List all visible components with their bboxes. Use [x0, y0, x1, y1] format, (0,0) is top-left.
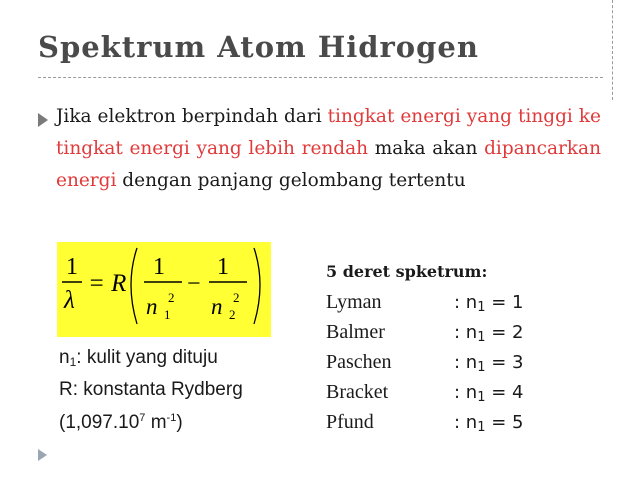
- formula-n1: n: [146, 294, 158, 319]
- series-equation: : $n_1 = 4$: [454, 382, 524, 405]
- series-equation: : $n_1 = 2$: [454, 322, 524, 345]
- formula-frac1-numerator: 1: [153, 254, 165, 280]
- formula-minus: −: [187, 271, 201, 297]
- series-equation: : $n_1 = 5$: [454, 412, 524, 435]
- series-row-pfund: [326, 410, 523, 440]
- formula-n1-sub: 1: [164, 307, 171, 322]
- para-highlight-1: tingkat energi yang tinggi ke tingkat energi yang lebih rendah: [56, 106, 601, 159]
- formula-lambda: λ: [64, 287, 75, 314]
- formula-n2: n: [211, 294, 223, 319]
- series-name: Pfund: [326, 411, 374, 433]
- series-name: Lyman: [326, 291, 382, 313]
- para-highlight-2: dipancarkan energi: [56, 138, 601, 191]
- title-divider: [38, 77, 603, 78]
- series-name: Balmer: [326, 321, 385, 343]
- formula-n2-exp: 2: [233, 290, 240, 305]
- series-name: Paschen: [326, 351, 392, 373]
- para-text-1: Jika elektron berpindah dari: [56, 106, 328, 127]
- vertical-divider: [612, 0, 613, 100]
- next-arrow-icon: [38, 449, 47, 461]
- para-text-2: maka akan: [368, 138, 485, 159]
- note-rydberg-value: (1,097.10$^7$ $m^{-1}$): [59, 412, 183, 433]
- formula-notes: [59, 344, 243, 437]
- formula-right-paren: [254, 248, 260, 324]
- formula-lhs-numerator: 1: [66, 254, 78, 280]
- rydberg-formula: [57, 242, 271, 337]
- formula-n1-exp: 2: [168, 290, 175, 305]
- series-row-lyman: [326, 290, 523, 320]
- note-n1: $n_1$: kulit yang dituju: [59, 347, 218, 369]
- series-equation: : $n_1 = 1$: [454, 292, 524, 315]
- para-text-3: dengan panjang gelombang tertentu: [116, 170, 466, 191]
- bullet-arrow-icon: [38, 113, 48, 127]
- formula-equals-r: = R: [88, 270, 127, 297]
- series-name: Bracket: [326, 381, 389, 403]
- series-row-paschen: [326, 350, 523, 380]
- series-row-bracket: [326, 380, 523, 410]
- bullet-paragraph: [56, 101, 601, 197]
- series-equation: : $n_1 = 3$: [454, 352, 524, 375]
- formula-n2-sub: 2: [229, 307, 236, 322]
- series-list: [326, 290, 523, 440]
- formula-frac2-numerator: 1: [217, 254, 229, 280]
- formula-left-paren: [131, 248, 137, 324]
- note-rydberg: R: konstanta Rydberg: [59, 379, 243, 400]
- series-row-balmer: [326, 320, 523, 350]
- slide-title: Spektrum Atom Hidrogen: [38, 30, 479, 64]
- series-heading: 5 deret spketrum:: [326, 262, 488, 281]
